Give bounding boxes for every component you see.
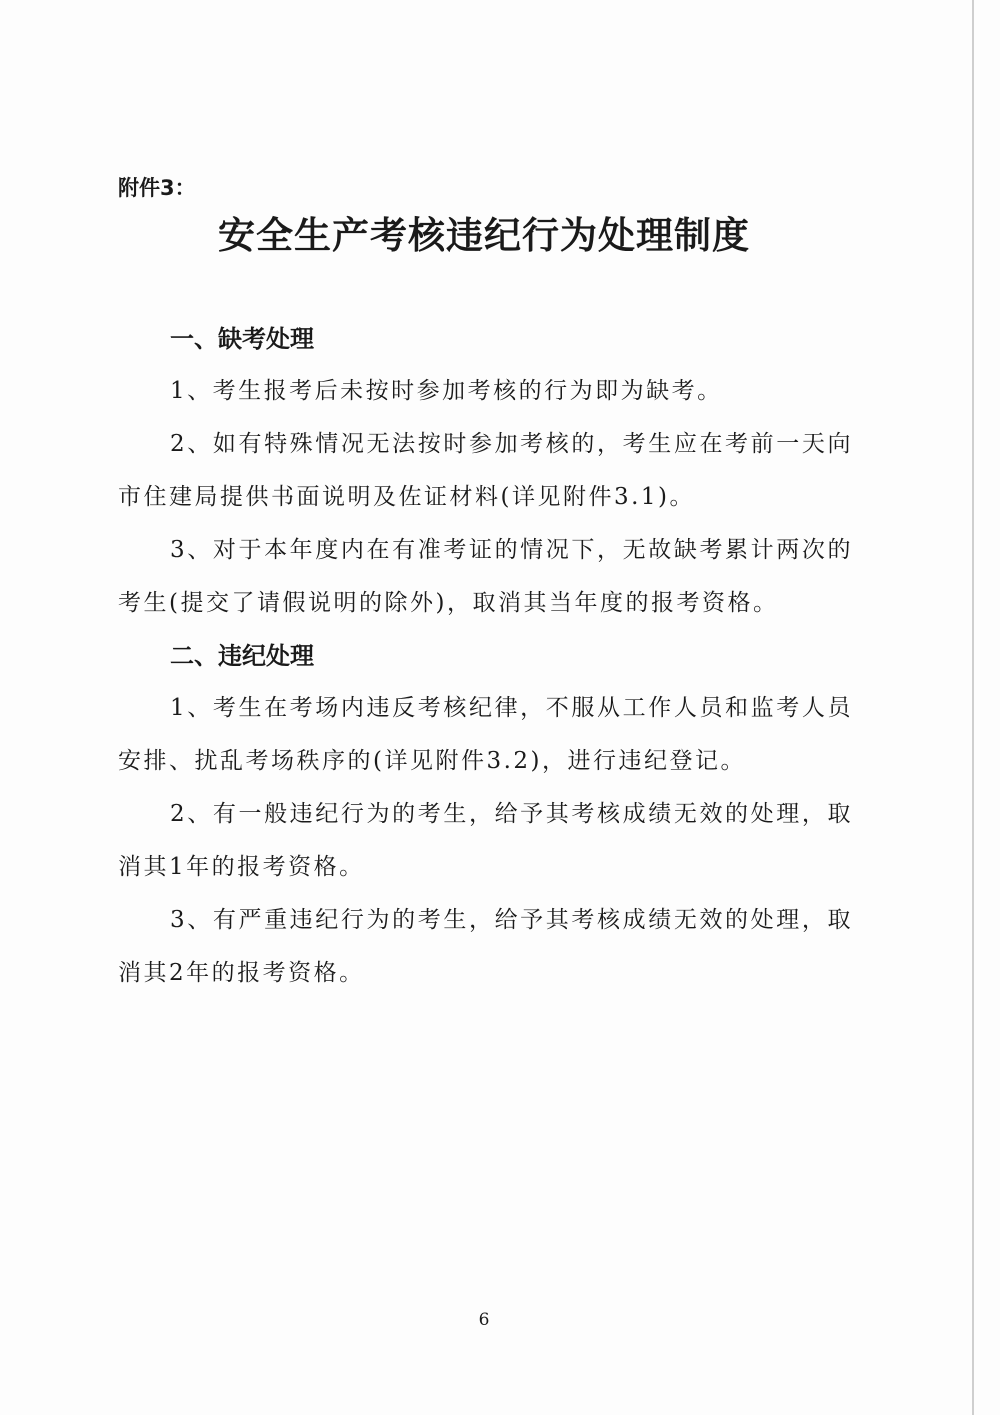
paragraph: 1、考生报考后未按时参加考核的行为即为缺考。 [170,378,723,404]
document-body [118,313,853,1000]
section-heading: 二、违纪处理 [170,642,314,670]
scan-edge-line [972,0,974,1415]
document-title: 安全生产考核违纪行为处理制度 [218,213,750,257]
page-number: 6 [478,1310,490,1330]
paragraph: 1、考生在考场内违反考核纪律，不服从工作人员和监考人员安排、扰乱考场秩序的(详见附件3.2)，进行违纪登记。 [118,695,853,774]
paragraph: 3、有严重违纪行为的考生，给予其考核成绩无效的处理，取消其2年的报考资格。 [118,907,853,986]
attachment-label: 附件3： [118,176,196,200]
section-absence [118,313,853,630]
section-violation [118,630,853,1000]
paragraph: 2、如有特殊情况无法按时参加考核的，考生应在考前一天向市住建局提供书面说明及佐证材料(详见附件3.1)。 [118,431,853,510]
paragraph: 2、有一般违纪行为的考生，给予其考核成绩无效的处理，取消其1年的报考资格。 [118,801,853,880]
section-heading: 一、缺考处理 [170,325,314,353]
paragraph: 3、对于本年度内在有准考证的情况下，无故缺考累计两次的考生(提交了请假说明的除外)，取消其当年度的报考资格。 [118,537,853,616]
